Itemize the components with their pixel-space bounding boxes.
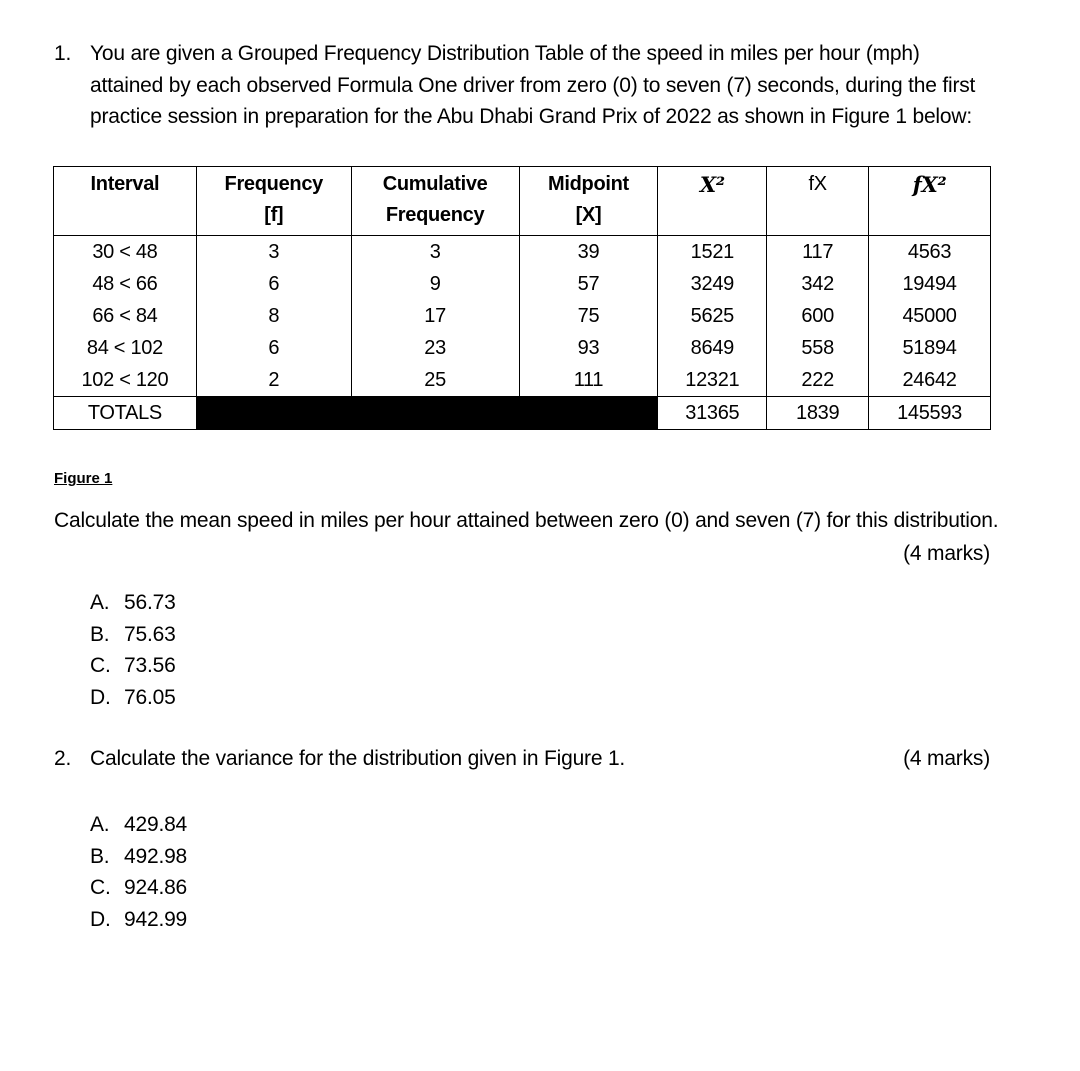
cell-cumulative: 17 xyxy=(351,300,519,332)
cell-fx2: 24642 xyxy=(869,364,991,397)
option-a[interactable]: A. 429.84 xyxy=(90,813,188,836)
question-1 xyxy=(54,38,984,133)
question-1-text: You are given a Grouped Frequency Distribution Table of the speed in miles per hour (mph) attained by each observed Formula One driver from zero (0) to seven (7) seconds, during the first practice session in preparation for the Abu Dhabi Grand Prix of 2022 as shown in Figure 1 below: xyxy=(90,42,976,128)
cell-frequency: 8 xyxy=(196,300,351,332)
table-row xyxy=(54,268,991,300)
cell-cumulative: 3 xyxy=(351,236,519,269)
total-fx2: 145593 xyxy=(869,397,991,430)
cell-fx: 558 xyxy=(767,332,869,364)
cell-fx: 342 xyxy=(767,268,869,300)
cell-frequency: 6 xyxy=(196,332,351,364)
question-1-number: 1. xyxy=(54,42,72,65)
question-2-number: 2. xyxy=(54,747,72,770)
mean-prompt: Calculate the mean speed in miles per hour attained between zero (0) and seven (7) for this distribution. xyxy=(54,509,999,532)
cell-x2: 12321 xyxy=(658,364,767,397)
answer-options-q2 xyxy=(90,809,187,935)
cell-frequency: 6 xyxy=(196,268,351,300)
cell-frequency: 3 xyxy=(196,236,351,269)
header-frequency: Frequency [f] xyxy=(196,167,351,236)
header-cumulative: Cumulative Frequency xyxy=(351,167,519,236)
cell-x2: 1521 xyxy=(658,236,767,269)
cell-midpoint: 57 xyxy=(519,268,658,300)
table-row xyxy=(54,364,991,397)
option-d[interactable]: D. 942.99 xyxy=(90,907,188,931)
header-midpoint: Midpoint [X] xyxy=(519,167,658,236)
cell-midpoint: 111 xyxy=(519,364,658,397)
cell-x2: 8649 xyxy=(658,332,767,364)
cell-fx: 222 xyxy=(767,364,869,397)
cell-cumulative: 23 xyxy=(351,332,519,364)
cell-interval: 66 < 84 xyxy=(54,300,197,332)
table-row xyxy=(54,300,991,332)
header-fx: fX xyxy=(767,167,869,236)
totals-label: TOTALS xyxy=(54,397,197,430)
cell-cumulative: 25 xyxy=(351,364,519,397)
option-b[interactable]: B. 492.98 xyxy=(90,844,188,868)
cell-interval: 30 < 48 xyxy=(54,236,197,269)
frequency-table xyxy=(53,166,991,430)
totals-row xyxy=(54,397,991,430)
cell-interval: 48 < 66 xyxy=(54,268,197,300)
table-row xyxy=(54,236,991,269)
cell-frequency: 2 xyxy=(196,364,351,397)
header-interval: Interval xyxy=(54,167,197,236)
option-b[interactable]: B. 75.63 xyxy=(90,622,176,646)
total-fx: 1839 xyxy=(767,397,869,430)
header-fx2: fX² xyxy=(869,167,991,236)
option-c[interactable]: C. 73.56 xyxy=(90,654,176,677)
cell-midpoint: 39 xyxy=(519,236,658,269)
cell-fx2: 19494 xyxy=(869,268,991,300)
cell-cumulative: 9 xyxy=(351,268,519,300)
cell-fx2: 51894 xyxy=(869,332,991,364)
answer-options-q1 xyxy=(90,587,176,713)
question-2 xyxy=(54,747,625,771)
cell-interval: 102 < 120 xyxy=(54,364,197,397)
cell-x2: 3249 xyxy=(658,268,767,300)
option-a[interactable]: A. 56.73 xyxy=(90,591,176,614)
cell-fx2: 4563 xyxy=(869,236,991,269)
question-2-text: Calculate the variance for the distribution given in Figure 1. xyxy=(90,747,626,770)
cell-interval: 84 < 102 xyxy=(54,332,197,364)
cell-midpoint: 75 xyxy=(519,300,658,332)
table-row xyxy=(54,332,991,364)
figure-label: Figure 1 xyxy=(54,470,113,487)
marks-q1: (4 marks) xyxy=(903,542,990,565)
option-c[interactable]: C. 924.86 xyxy=(90,876,188,899)
marks-q2: (4 marks) xyxy=(903,747,990,770)
cell-fx: 117 xyxy=(767,236,869,269)
cell-midpoint: 93 xyxy=(519,332,658,364)
total-x2: 31365 xyxy=(658,397,767,430)
header-x2: X² xyxy=(658,167,767,236)
option-d[interactable]: D. 76.05 xyxy=(90,685,176,709)
cell-fx2: 45000 xyxy=(869,300,991,332)
cell-fx: 600 xyxy=(767,300,869,332)
redacted-cell xyxy=(196,397,658,430)
table-header-row xyxy=(54,167,991,236)
cell-x2: 5625 xyxy=(658,300,767,332)
